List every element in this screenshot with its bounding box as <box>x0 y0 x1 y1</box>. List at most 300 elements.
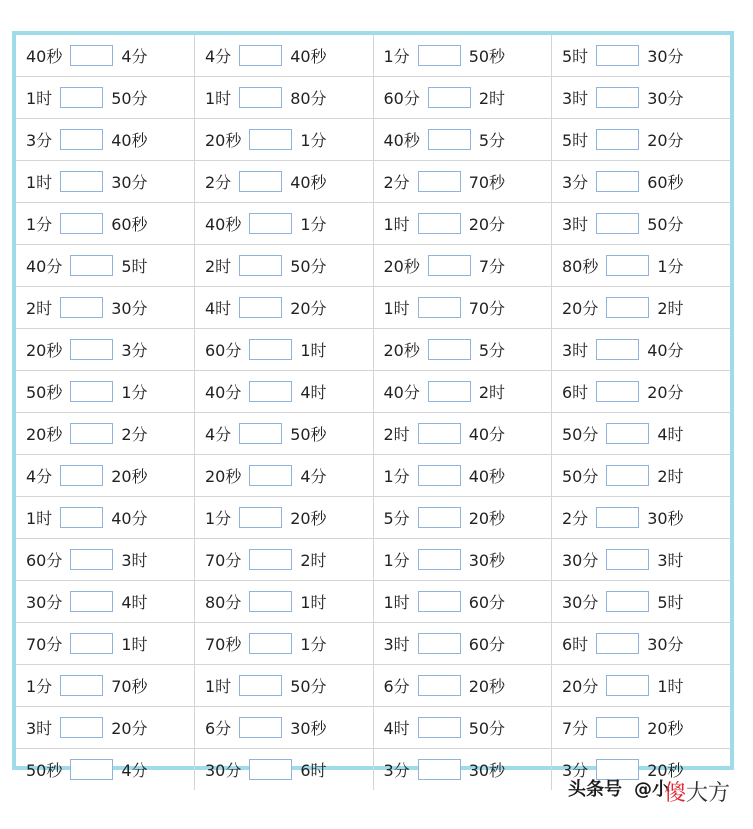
answer-box[interactable] <box>418 465 461 486</box>
left-quantity: 2时 <box>205 257 232 276</box>
comparison-item <box>384 548 542 571</box>
comparison-cell <box>16 329 195 371</box>
right-quantity: 40秒 <box>290 47 327 66</box>
footer-credit <box>568 774 670 802</box>
comparison-item <box>26 590 184 613</box>
footer-label: 头条号 <box>568 779 622 800</box>
comparison-item <box>562 422 720 445</box>
comparison-cell <box>373 371 552 413</box>
left-quantity: 40秒 <box>205 215 242 234</box>
comparison-item <box>562 716 720 739</box>
answer-box[interactable] <box>60 129 103 150</box>
right-quantity: 5时 <box>657 593 684 612</box>
comparison-cell <box>373 497 552 539</box>
answer-box[interactable] <box>239 675 282 696</box>
comparison-cell <box>552 245 731 287</box>
comparison-cell <box>552 539 731 581</box>
left-quantity: 6分 <box>383 677 410 696</box>
left-quantity: 50秒 <box>26 383 63 402</box>
answer-box[interactable] <box>606 675 649 696</box>
answer-box[interactable] <box>428 129 471 150</box>
answer-box[interactable] <box>596 129 639 150</box>
table-row <box>16 35 730 77</box>
left-quantity: 80分 <box>205 593 242 612</box>
comparison-item <box>205 464 363 487</box>
answer-box[interactable] <box>70 549 113 570</box>
left-quantity: 3分 <box>26 131 53 150</box>
right-quantity: 1分 <box>121 383 148 402</box>
comparison-cell <box>16 497 195 539</box>
answer-box[interactable] <box>249 591 292 612</box>
right-quantity: 60秒 <box>647 173 684 192</box>
right-quantity: 2时 <box>478 383 506 402</box>
answer-box[interactable] <box>606 549 649 570</box>
left-quantity: 1分 <box>26 677 53 696</box>
right-quantity: 50分 <box>290 677 327 696</box>
left-quantity: 3时 <box>562 89 589 108</box>
left-quantity: 2时 <box>26 299 53 318</box>
comparison-cell <box>195 329 374 371</box>
comparison-item <box>26 380 184 403</box>
answer-box[interactable] <box>418 717 461 738</box>
comparison-item <box>562 296 720 319</box>
right-quantity: 30分 <box>647 89 684 108</box>
right-quantity: 80分 <box>290 89 327 108</box>
answer-box[interactable] <box>70 381 113 402</box>
table-row <box>16 245 730 287</box>
right-quantity: 1时 <box>657 677 684 696</box>
comparison-item <box>562 212 720 235</box>
table-row <box>16 371 730 413</box>
table-row <box>16 581 730 623</box>
left-quantity: 3分 <box>562 761 589 780</box>
table-row <box>16 455 730 497</box>
right-quantity: 30分 <box>111 173 148 192</box>
comparison-cell <box>552 413 731 455</box>
comparison-cell <box>16 581 195 623</box>
left-quantity: 20秒 <box>205 467 242 486</box>
comparison-item <box>26 548 184 571</box>
comparison-cell <box>195 203 374 245</box>
right-quantity: 20秒 <box>468 677 506 696</box>
comparison-item <box>384 380 542 403</box>
right-quantity: 50分 <box>647 215 684 234</box>
comparison-item <box>384 44 542 67</box>
comparison-item <box>384 128 542 151</box>
right-quantity: 7分 <box>478 257 506 276</box>
comparison-item <box>205 170 363 193</box>
comparison-cell <box>195 35 374 77</box>
answer-box[interactable] <box>606 591 649 612</box>
comparison-cell <box>552 623 731 665</box>
answer-box[interactable] <box>239 87 282 108</box>
answer-box[interactable] <box>596 339 639 360</box>
left-quantity: 3时 <box>383 635 410 654</box>
left-quantity: 5分 <box>383 509 410 528</box>
right-quantity: 2分 <box>121 425 148 444</box>
table-row <box>16 77 730 119</box>
comparison-cell <box>373 287 552 329</box>
answer-box[interactable] <box>596 507 639 528</box>
left-quantity: 20秒 <box>26 341 63 360</box>
comparison-cell <box>552 287 731 329</box>
comparison-item <box>384 758 542 781</box>
comparison-cell <box>552 77 731 119</box>
right-quantity: 5分 <box>478 341 506 360</box>
answer-box[interactable] <box>596 87 639 108</box>
right-quantity: 1分 <box>657 257 684 276</box>
comparison-item <box>562 632 720 655</box>
table-row <box>16 413 730 455</box>
comparison-item <box>384 506 542 529</box>
comparison-cell <box>16 539 195 581</box>
right-quantity: 2时 <box>300 551 327 570</box>
right-quantity: 60秒 <box>111 215 148 234</box>
right-quantity: 4分 <box>121 47 148 66</box>
right-quantity: 4分 <box>121 761 148 780</box>
comparison-cell <box>16 665 195 707</box>
comparison-item <box>205 716 363 739</box>
answer-box[interactable] <box>249 129 292 150</box>
comparison-item <box>26 674 184 697</box>
comparison-item <box>205 338 363 361</box>
left-quantity: 30分 <box>205 761 242 780</box>
right-quantity: 40分 <box>647 341 684 360</box>
right-quantity: 70秒 <box>111 677 148 696</box>
answer-box[interactable] <box>418 591 461 612</box>
comparison-cell <box>552 119 731 161</box>
answer-box[interactable] <box>428 381 471 402</box>
comparison-item <box>384 464 542 487</box>
comparison-item <box>384 254 542 277</box>
answer-box[interactable] <box>606 255 649 276</box>
comparison-cell <box>16 119 195 161</box>
comparison-item <box>205 86 363 109</box>
comparison-item <box>562 506 720 529</box>
comparison-item <box>384 422 542 445</box>
left-quantity: 20分 <box>562 299 599 318</box>
comparison-cell <box>195 539 374 581</box>
comparison-cell <box>373 329 552 371</box>
comparison-cell <box>195 665 374 707</box>
answer-box[interactable] <box>418 213 461 234</box>
answer-box[interactable] <box>70 339 113 360</box>
comparison-cell <box>195 161 374 203</box>
answer-box[interactable] <box>60 87 103 108</box>
answer-box[interactable] <box>70 423 113 444</box>
right-quantity: 50秒 <box>290 425 327 444</box>
left-quantity: 3时 <box>26 719 53 738</box>
left-quantity: 30分 <box>562 551 599 570</box>
left-quantity: 50秒 <box>26 761 63 780</box>
answer-box[interactable] <box>418 423 461 444</box>
answer-box[interactable] <box>70 759 113 780</box>
table-row <box>16 119 730 161</box>
comparison-item <box>26 128 184 151</box>
right-quantity: 40秒 <box>111 131 148 150</box>
right-quantity: 1分 <box>300 635 327 654</box>
comparison-cell <box>16 245 195 287</box>
right-quantity: 3时 <box>657 551 684 570</box>
left-quantity: 1时 <box>205 677 232 696</box>
right-quantity: 1时 <box>121 635 148 654</box>
answer-box[interactable] <box>606 465 649 486</box>
right-quantity: 30秒 <box>290 719 327 738</box>
comparison-cell <box>195 497 374 539</box>
left-quantity: 6分 <box>205 719 232 738</box>
left-quantity: 4时 <box>383 719 410 738</box>
answer-box[interactable] <box>60 213 103 234</box>
answer-box[interactable] <box>418 633 461 654</box>
right-quantity: 20分 <box>290 299 327 318</box>
right-quantity: 5分 <box>478 131 506 150</box>
comparison-cell <box>552 371 731 413</box>
comparison-cell <box>195 749 374 791</box>
comparison-item <box>562 338 720 361</box>
table-row <box>16 623 730 665</box>
left-quantity: 30分 <box>26 593 63 612</box>
comparison-item <box>26 338 184 361</box>
left-quantity: 20分 <box>562 677 599 696</box>
answer-box[interactable] <box>596 213 639 234</box>
answer-box[interactable] <box>239 297 282 318</box>
right-quantity: 6时 <box>300 761 327 780</box>
comparison-cell <box>373 665 552 707</box>
left-quantity: 40分 <box>205 383 242 402</box>
left-quantity: 40秒 <box>383 131 420 150</box>
right-quantity: 1分 <box>300 131 327 150</box>
answer-box[interactable] <box>249 759 292 780</box>
answer-box[interactable] <box>428 339 471 360</box>
right-quantity: 20秒 <box>290 509 327 528</box>
answer-box[interactable] <box>418 297 461 318</box>
answer-box[interactable] <box>60 171 103 192</box>
right-quantity: 70分 <box>468 299 506 318</box>
left-quantity: 6时 <box>562 635 589 654</box>
answer-box[interactable] <box>418 549 461 570</box>
right-quantity: 50分 <box>290 257 327 276</box>
comparison-item <box>205 44 363 67</box>
comparison-item <box>562 548 720 571</box>
left-quantity: 1分 <box>26 215 53 234</box>
right-quantity: 50分 <box>468 719 506 738</box>
answer-box[interactable] <box>249 549 292 570</box>
left-quantity: 1时 <box>26 89 53 108</box>
left-quantity: 1分 <box>383 467 410 486</box>
answer-box[interactable] <box>418 507 461 528</box>
left-quantity: 2分 <box>383 173 410 192</box>
answer-box[interactable] <box>428 255 471 276</box>
comparison-cell <box>16 707 195 749</box>
answer-box[interactable] <box>60 297 103 318</box>
comparison-item <box>562 380 720 403</box>
comparison-table-body <box>16 35 730 790</box>
answer-box[interactable] <box>596 381 639 402</box>
left-quantity: 30分 <box>562 593 599 612</box>
right-quantity: 50分 <box>111 89 148 108</box>
comparison-cell <box>373 161 552 203</box>
answer-box[interactable] <box>249 213 292 234</box>
comparison-item <box>205 758 363 781</box>
right-quantity: 50秒 <box>468 47 506 66</box>
answer-box[interactable] <box>239 45 282 66</box>
answer-box[interactable] <box>249 465 292 486</box>
answer-box[interactable] <box>70 255 113 276</box>
answer-box[interactable] <box>70 633 113 654</box>
right-quantity: 40分 <box>111 509 148 528</box>
comparison-cell <box>373 749 552 791</box>
comparison-cell <box>195 77 374 119</box>
left-quantity: 3分 <box>562 173 589 192</box>
comparison-cell <box>195 623 374 665</box>
left-quantity: 2时 <box>383 425 410 444</box>
answer-box[interactable] <box>70 591 113 612</box>
left-quantity: 40分 <box>383 383 420 402</box>
right-quantity: 20分 <box>647 383 684 402</box>
comparison-cell <box>373 707 552 749</box>
right-quantity: 3分 <box>121 341 148 360</box>
left-quantity: 3时 <box>562 341 589 360</box>
comparison-item <box>205 632 363 655</box>
comparison-item <box>384 632 542 655</box>
answer-box[interactable] <box>596 633 639 654</box>
right-quantity: 2时 <box>478 89 506 108</box>
comparison-cell <box>373 413 552 455</box>
left-quantity: 7分 <box>562 719 589 738</box>
answer-box[interactable] <box>596 171 639 192</box>
right-quantity: 30秒 <box>468 761 506 780</box>
left-quantity: 80秒 <box>562 257 599 276</box>
table-row <box>16 497 730 539</box>
answer-box[interactable] <box>239 255 282 276</box>
right-quantity: 60分 <box>468 635 506 654</box>
comparison-item <box>26 758 184 781</box>
left-quantity: 3时 <box>562 215 589 234</box>
worksheet-frame <box>12 31 734 780</box>
comparison-item <box>562 464 720 487</box>
comparison-item <box>205 506 363 529</box>
answer-box[interactable] <box>60 507 103 528</box>
table-row <box>16 707 730 749</box>
comparison-item <box>205 254 363 277</box>
comparison-item <box>384 212 542 235</box>
right-quantity: 30秒 <box>468 551 506 570</box>
comparison-cell <box>552 707 731 749</box>
right-quantity: 20秒 <box>647 761 684 780</box>
left-quantity: 1时 <box>383 215 410 234</box>
comparison-item <box>26 716 184 739</box>
left-quantity: 1时 <box>26 509 53 528</box>
comparison-cell <box>552 497 731 539</box>
comparison-cell <box>373 77 552 119</box>
table-row <box>16 539 730 581</box>
right-quantity: 20秒 <box>647 719 684 738</box>
answer-box[interactable] <box>60 675 103 696</box>
comparison-cell <box>16 455 195 497</box>
table-row <box>16 665 730 707</box>
answer-box[interactable] <box>60 465 103 486</box>
answer-box[interactable] <box>70 45 113 66</box>
comparison-cell <box>373 581 552 623</box>
left-quantity: 60分 <box>26 551 63 570</box>
comparison-cell <box>195 413 374 455</box>
answer-box[interactable] <box>249 633 292 654</box>
answer-box[interactable] <box>418 759 461 780</box>
left-quantity: 20秒 <box>383 341 420 360</box>
left-quantity: 1时 <box>383 593 410 612</box>
table-row <box>16 161 730 203</box>
answer-box[interactable] <box>60 717 103 738</box>
answer-box[interactable] <box>428 87 471 108</box>
right-quantity: 1时 <box>300 341 327 360</box>
answer-box[interactable] <box>596 45 639 66</box>
left-quantity: 1时 <box>383 299 410 318</box>
left-quantity: 50分 <box>562 425 599 444</box>
answer-box[interactable] <box>596 717 639 738</box>
answer-box[interactable] <box>606 423 649 444</box>
comparison-cell <box>552 203 731 245</box>
comparison-cell <box>552 455 731 497</box>
comparison-cell <box>195 455 374 497</box>
left-quantity: 4分 <box>205 47 232 66</box>
comparison-item <box>384 674 542 697</box>
answer-box[interactable] <box>239 717 282 738</box>
comparison-item <box>562 254 720 277</box>
watermark-first-char: 傻 <box>664 781 687 806</box>
right-quantity: 40秒 <box>468 467 506 486</box>
comparison-item <box>384 338 542 361</box>
comparison-cell <box>195 581 374 623</box>
answer-box[interactable] <box>606 297 649 318</box>
comparison-cell <box>195 119 374 161</box>
answer-box[interactable] <box>418 171 461 192</box>
comparison-cell <box>552 665 731 707</box>
right-quantity: 2时 <box>657 299 684 318</box>
left-quantity: 4分 <box>205 425 232 444</box>
comparison-item <box>205 590 363 613</box>
answer-box[interactable] <box>418 45 461 66</box>
answer-box[interactable] <box>239 423 282 444</box>
right-quantity: 20分 <box>468 215 506 234</box>
left-quantity: 50分 <box>562 467 599 486</box>
answer-box[interactable] <box>418 675 461 696</box>
comparison-cell <box>552 35 731 77</box>
answer-box[interactable] <box>239 171 282 192</box>
answer-box[interactable] <box>239 507 282 528</box>
right-quantity: 4时 <box>300 383 327 402</box>
comparison-cell <box>16 623 195 665</box>
answer-box[interactable] <box>249 381 292 402</box>
right-quantity: 20分 <box>111 719 148 738</box>
right-quantity: 30秒 <box>647 509 684 528</box>
comparison-item <box>205 380 363 403</box>
comparison-item <box>384 86 542 109</box>
comparison-cell <box>195 245 374 287</box>
left-quantity: 70分 <box>205 551 242 570</box>
left-quantity: 2分 <box>562 509 589 528</box>
comparison-item <box>26 632 184 655</box>
comparison-cell <box>195 371 374 413</box>
comparison-item <box>26 170 184 193</box>
comparison-cell <box>16 749 195 791</box>
comparison-cell <box>16 371 195 413</box>
right-quantity: 30分 <box>111 299 148 318</box>
table-row <box>16 287 730 329</box>
answer-box[interactable] <box>249 339 292 360</box>
left-quantity: 70分 <box>26 635 63 654</box>
right-quantity: 2时 <box>657 467 684 486</box>
right-quantity: 20分 <box>647 131 684 150</box>
